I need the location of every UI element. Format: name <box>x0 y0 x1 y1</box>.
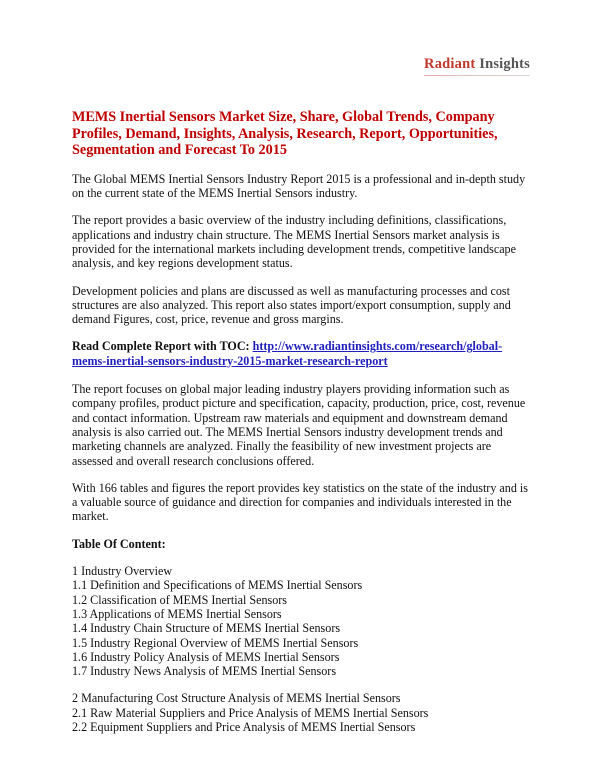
read-more-line <box>72 339 534 368</box>
report-link[interactable]: http://www.radiantinsights.com/research/global-mems-inertial-sensors-industry-2015-market-research-report <box>72 339 503 368</box>
toc-item: 2.2 Equipment Suppliers and Price Analysis of MEMS Inertial Sensors <box>72 719 416 734</box>
intro-paragraph-3: Development policies and plans are discussed as well as manufacturing processes and cost structures are also analyzed. This report also states import/export consumption, supply and demand Figures, cost, price, revenue and gross margins. <box>72 283 511 327</box>
document-body <box>72 109 534 747</box>
toc-item: 1 Industry Overview <box>72 564 173 579</box>
toc-heading: Table Of Content: <box>72 536 166 551</box>
detail-paragraph-2: With 166 tables and figures the report provides key statistics on the state of the industry and is a valuable source of guidance and direction for companies and individuals interested in the market. <box>72 480 528 524</box>
intro-paragraph-2: The report provides a basic overview of the industry including definitions, classifications, applications and industry chain structure. The MEMS Inertial Sensors market analysis is provided for the international markets including development trends, competitive landscape analysis, and key regions development status. <box>72 213 516 271</box>
read-more-label: Read Complete Report with TOC: <box>72 339 253 354</box>
report-title: MEMS Inertial Sensors Market Size, Share, Global Trends, Company Profiles, Demand, Insights, Analysis, Research, Report, Opportunities, Segmentation and Forecast To 2015 <box>72 109 498 159</box>
brand-logo <box>424 56 530 73</box>
toc-item: 1.5 Industry Regional Overview of MEMS Inertial Sensors <box>72 635 359 650</box>
toc-item: 1.4 Industry Chain Structure of MEMS Inertial Sensors <box>72 621 341 636</box>
toc-item: 1.6 Industry Policy Analysis of MEMS Inertial Sensors <box>72 649 340 664</box>
toc-group-1 <box>72 564 534 678</box>
toc-item: 1.3 Applications of MEMS Inertial Sensors <box>72 606 282 621</box>
intro-paragraph-1: The Global MEMS Inertial Sensors Industry Report 2015 is a professional and in-depth study on the current state of the MEMS Inertial Sensors industry. <box>72 171 526 201</box>
brand-name-part1: Radiant <box>424 56 476 72</box>
toc-group-2 <box>72 691 534 734</box>
brand-name-part2: Insights <box>479 56 530 72</box>
toc-item: 1.1 Definition and Specifications of MEMS Inertial Sensors <box>72 578 363 593</box>
toc-item: 2.1 Raw Material Suppliers and Price Analysis of MEMS Inertial Sensors <box>72 705 429 720</box>
toc-item: 1.7 Industry News Analysis of MEMS Inertial Sensors <box>72 664 337 679</box>
logo-underline <box>424 75 530 76</box>
toc-item: 2 Manufacturing Cost Structure Analysis of MEMS Inertial Sensors <box>72 691 401 706</box>
toc-item: 1.2 Classification of MEMS Inertial Sensors <box>72 592 287 607</box>
detail-paragraph-1: The report focuses on global major leading industry players providing information such as company profiles, product picture and specification, capacity, production, price, cost, revenue and contact information. Upstream raw materials and equipment and downstream demand analysis is also carried out. The MEMS Inertial Sensors industry development trends and marketing channels are analyzed. Finally the feasibility of new investment projects are assessed and overall research conclusions offered. <box>72 382 526 468</box>
